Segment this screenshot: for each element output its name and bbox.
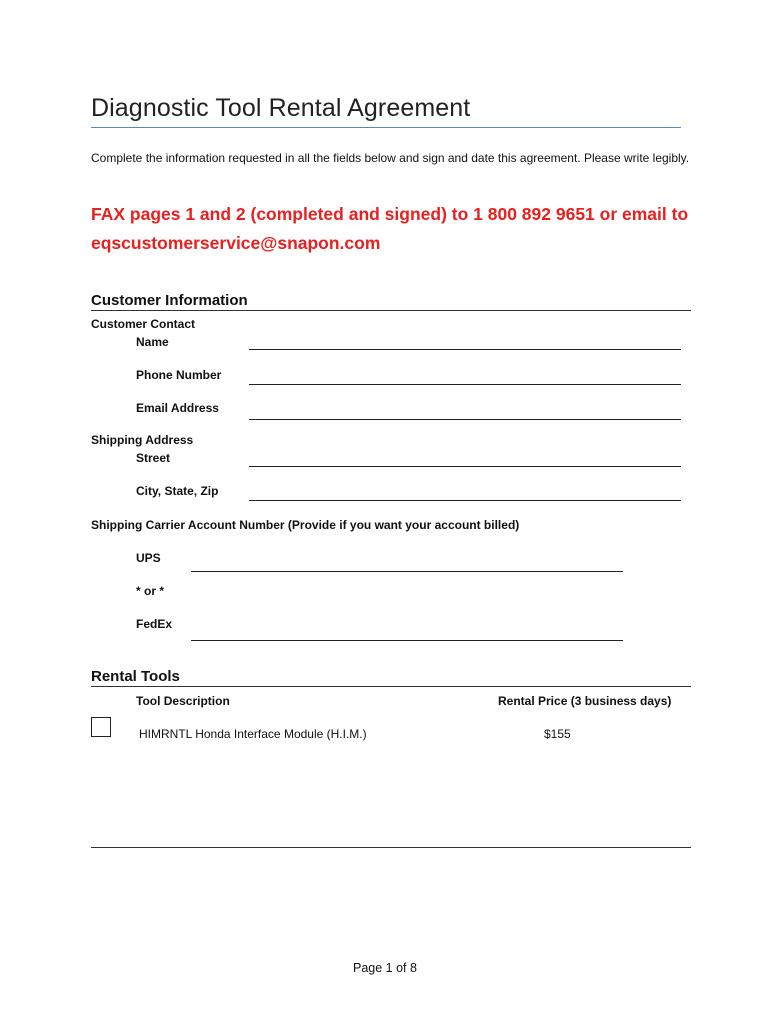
customer-info-heading: Customer Information	[91, 292, 248, 309]
fedex-field-line	[191, 640, 623, 641]
fax-notice: FAX pages 1 and 2 (completed and signed) to 1 800 892 9651 or email to eqscustomerservice@snapon.com	[91, 204, 689, 253]
email-field[interactable]	[249, 400, 681, 418]
rental-price-header: Rental Price (3 business days)	[498, 694, 672, 708]
email-label: Email Address	[136, 401, 219, 415]
street-label: Street	[136, 451, 171, 465]
customer-info-rule	[91, 310, 691, 311]
city-state-zip-field-line	[249, 500, 681, 501]
tool-select-checkbox[interactable]	[91, 717, 111, 737]
phone-field-line	[249, 384, 681, 385]
rental-tools-rule	[91, 686, 691, 687]
ups-account-field[interactable]	[191, 552, 623, 570]
fedex-account-field[interactable]	[191, 621, 623, 639]
page-number: Page 1 of 8	[353, 961, 417, 975]
city-state-zip-label: City, State, Zip	[136, 484, 219, 498]
phone-field[interactable]	[249, 365, 681, 383]
rental-tools-heading: Rental Tools	[91, 668, 180, 685]
name-label: Name	[136, 335, 169, 349]
shipping-carrier-label: Shipping Carrier Account Number (Provide if you want your account billed)	[91, 518, 520, 532]
fedex-label: FedEx	[136, 617, 173, 631]
street-field[interactable]	[249, 447, 681, 465]
or-label: * or *	[136, 584, 165, 598]
page-title: Diagnostic Tool Rental Agreement	[91, 94, 471, 122]
name-field[interactable]	[249, 331, 681, 349]
intro-instructions: Complete the information requested in all the fields below and sign and date this agreement. Please write legibly.	[91, 151, 690, 165]
street-field-line	[249, 466, 681, 467]
shipping-address-label: Shipping Address	[91, 433, 194, 447]
tool-price: $155	[544, 727, 571, 741]
tool-description-header: Tool Description	[136, 694, 230, 708]
phone-label: Phone Number	[136, 368, 222, 382]
ups-label: UPS	[136, 551, 161, 565]
tool-description: HIMRNTL Honda Interface Module (H.I.M.)	[139, 727, 367, 741]
rental-tools-bottom-rule	[91, 847, 691, 848]
email-field-line	[249, 419, 681, 420]
title-underline	[91, 127, 681, 128]
city-state-zip-field[interactable]	[249, 482, 681, 500]
customer-contact-label: Customer Contact	[91, 317, 196, 331]
name-field-line	[249, 349, 681, 350]
ups-field-line	[191, 571, 623, 572]
